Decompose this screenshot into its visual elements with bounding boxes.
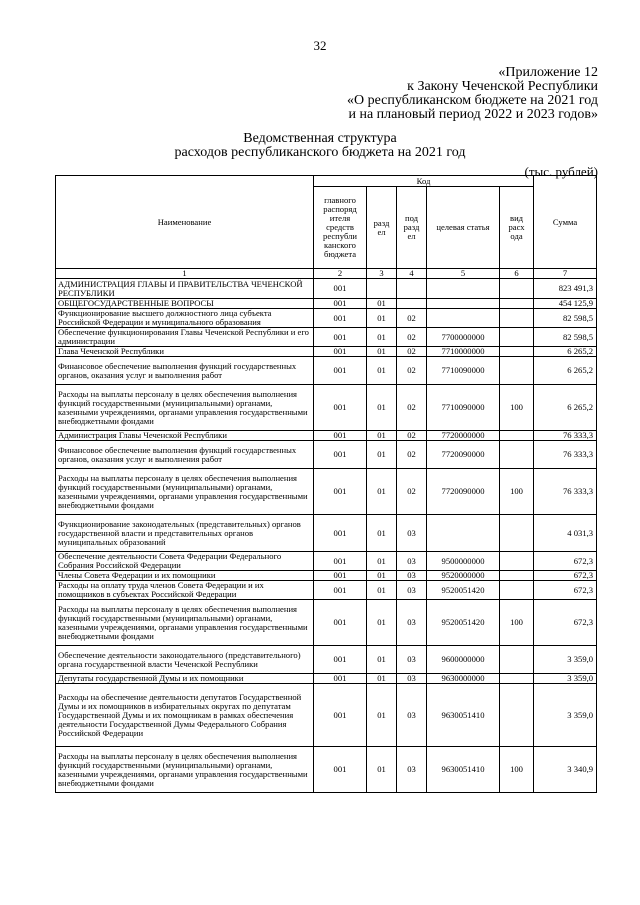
- cell-name: АДМИНИСТРАЦИЯ ГЛАВЫ И ПРАВИТЕЛЬСТВА ЧЕЧЕНСКОЙ РЕСПУБЛИКИ: [56, 279, 314, 299]
- table-row: [56, 347, 597, 357]
- cell-vr: [500, 515, 534, 552]
- cell-rz: 01: [367, 674, 397, 684]
- cell-cs: 9520051420: [427, 581, 500, 600]
- cell-pr: 03: [397, 646, 427, 674]
- cell-name: Глава Чеченской Республики: [56, 347, 314, 357]
- cell-name: Расходы на выплаты персоналу в целях обеспечения выполнения функций государственными (муниципальными) органами, казенными учреждениями, органами управления государственными внебюджетными фондами: [56, 747, 314, 793]
- table-row: [56, 581, 597, 600]
- cell-vr: 100: [500, 469, 534, 515]
- column-number: 4: [397, 269, 427, 279]
- column-number: 1: [56, 269, 314, 279]
- table-row: [56, 299, 597, 309]
- cell-rz: 01: [367, 646, 397, 674]
- table-row: [56, 469, 597, 515]
- cell-rz: 01: [367, 515, 397, 552]
- cell-sum: 6 265,2: [534, 385, 597, 431]
- table-row: [56, 600, 597, 646]
- cell-vr: [500, 571, 534, 581]
- cell-gr: 001: [314, 469, 367, 515]
- cell-pr: 03: [397, 747, 427, 793]
- cell-cs: 9630051410: [427, 684, 500, 747]
- cell-rz: 01: [367, 431, 397, 441]
- cell-sum: 672,3: [534, 571, 597, 581]
- cell-sum: 76 333,3: [534, 431, 597, 441]
- cell-rz: 01: [367, 299, 397, 309]
- cell-rz: 01: [367, 581, 397, 600]
- cell-name: Администрация Главы Чеченской Республики: [56, 431, 314, 441]
- cell-vr: [500, 328, 534, 347]
- cell-sum: 672,3: [534, 581, 597, 600]
- cell-sum: 76 333,3: [534, 441, 597, 469]
- cell-vr: [500, 431, 534, 441]
- cell-cs: 9520051420: [427, 600, 500, 646]
- cell-name: Обеспечение деятельности Совета Федерации Федерального Собрания Российской Федерации: [56, 552, 314, 571]
- cell-sum: 823 491,3: [534, 279, 597, 299]
- table-row: [56, 571, 597, 581]
- cell-vr: 100: [500, 600, 534, 646]
- cell-gr: 001: [314, 581, 367, 600]
- cell-sum: 3 359,0: [534, 646, 597, 674]
- cell-gr: 001: [314, 674, 367, 684]
- appendix-line: «Приложение 12: [498, 65, 598, 80]
- header-code: Код: [314, 176, 534, 187]
- column-number: 2: [314, 269, 367, 279]
- cell-cs: 9500000000: [427, 552, 500, 571]
- cell-sum: 6 265,2: [534, 357, 597, 385]
- column-number: 7: [534, 269, 597, 279]
- cell-rz: 01: [367, 552, 397, 571]
- cell-vr: [500, 646, 534, 674]
- cell-gr: 001: [314, 431, 367, 441]
- cell-cs: [427, 309, 500, 328]
- cell-name: Обеспечение деятельности законодательного (представительного) органа государственной власти Чеченской Республики: [56, 646, 314, 674]
- cell-cs: 9630051410: [427, 747, 500, 793]
- table-body: [56, 279, 597, 793]
- cell-gr: 001: [314, 309, 367, 328]
- header-name: Наименование: [56, 176, 314, 269]
- cell-vr: [500, 299, 534, 309]
- budget-table: [55, 175, 597, 793]
- cell-sum: 3 359,0: [534, 684, 597, 747]
- column-number: 3: [367, 269, 397, 279]
- cell-sum: 76 333,3: [534, 469, 597, 515]
- table-row: [56, 385, 597, 431]
- cell-pr: 03: [397, 581, 427, 600]
- cell-pr: 03: [397, 674, 427, 684]
- cell-gr: 001: [314, 747, 367, 793]
- cell-name: Расходы на оплату труда членов Совета Федерации и их помощников в субъектах Российской Федерации: [56, 581, 314, 600]
- cell-pr: 03: [397, 515, 427, 552]
- cell-vr: [500, 357, 534, 385]
- cell-cs: 7720000000: [427, 431, 500, 441]
- header-pr: под разд ел: [397, 187, 427, 269]
- cell-name: Финансовое обеспечение выполнения функций государственных органов, оказания услуг и выполнения работ: [56, 357, 314, 385]
- cell-name: Расходы на выплаты персоналу в целях обеспечения выполнения функций государственными (муниципальными) органами, казенными учреждениями, органами управления государственными внебюджетными фондами: [56, 385, 314, 431]
- table-row: [56, 674, 597, 684]
- cell-gr: 001: [314, 684, 367, 747]
- cell-vr: 100: [500, 385, 534, 431]
- table-row: [56, 357, 597, 385]
- cell-cs: [427, 515, 500, 552]
- table-row: [56, 684, 597, 747]
- cell-name: Члены Совета Федерации и их помощники: [56, 571, 314, 581]
- cell-sum: 82 598,5: [534, 328, 597, 347]
- cell-pr: 02: [397, 357, 427, 385]
- cell-cs: 7720090000: [427, 441, 500, 469]
- cell-gr: 001: [314, 571, 367, 581]
- cell-vr: [500, 552, 534, 571]
- cell-cs: 7710090000: [427, 357, 500, 385]
- document-title: [0, 132, 640, 160]
- units-label: (тыс. рублей): [524, 164, 598, 179]
- cell-rz: 01: [367, 441, 397, 469]
- title-line: Ведомственная структура: [243, 131, 397, 146]
- header-rz: разд ел: [367, 187, 397, 269]
- table-row: [56, 747, 597, 793]
- cell-rz: 01: [367, 469, 397, 515]
- cell-pr: 02: [397, 328, 427, 347]
- cell-name: Функционирование законодательных (представительных) органов государственной власти и представительных органов муниципальных образований: [56, 515, 314, 552]
- cell-vr: [500, 684, 534, 747]
- cell-gr: 001: [314, 385, 367, 431]
- cell-rz: [367, 279, 397, 299]
- cell-sum: 6 265,2: [534, 347, 597, 357]
- cell-pr: [397, 279, 427, 299]
- table-row: [56, 441, 597, 469]
- appendix-header: [347, 66, 598, 122]
- cell-rz: 01: [367, 747, 397, 793]
- cell-name: Расходы на выплаты персоналу в целях обеспечения выполнения функций государственными (муниципальными) органами, казенными учреждениями, органами управления государственными внебюджетными фондами: [56, 469, 314, 515]
- table-row: [56, 279, 597, 299]
- column-number: 6: [500, 269, 534, 279]
- cell-pr: 03: [397, 600, 427, 646]
- cell-gr: 001: [314, 515, 367, 552]
- table-row: [56, 646, 597, 674]
- cell-sum: 454 125,9: [534, 299, 597, 309]
- cell-rz: 01: [367, 600, 397, 646]
- cell-cs: 7710090000: [427, 385, 500, 431]
- table-row: [56, 309, 597, 328]
- cell-rz: 01: [367, 385, 397, 431]
- cell-gr: 001: [314, 299, 367, 309]
- header-gr: главного распоряд ителя средств республи канского бюджета: [314, 187, 367, 269]
- cell-gr: 001: [314, 600, 367, 646]
- cell-gr: 001: [314, 552, 367, 571]
- appendix-line: к Закону Чеченской Республики: [407, 79, 598, 94]
- cell-name: ОБЩЕГОСУДАРСТВЕННЫЕ ВОПРОСЫ: [56, 299, 314, 309]
- header-cs: целевая статья: [427, 187, 500, 269]
- cell-pr: 02: [397, 385, 427, 431]
- cell-vr: [500, 674, 534, 684]
- cell-pr: 03: [397, 571, 427, 581]
- cell-gr: 001: [314, 347, 367, 357]
- table-row: [56, 328, 597, 347]
- cell-name: Функционирование высшего должностного лица субъекта Российской Федерации и муниципального образования: [56, 309, 314, 328]
- cell-sum: 672,3: [534, 600, 597, 646]
- cell-gr: 001: [314, 357, 367, 385]
- cell-vr: [500, 279, 534, 299]
- cell-gr: 001: [314, 279, 367, 299]
- cell-pr: 03: [397, 684, 427, 747]
- cell-pr: 02: [397, 469, 427, 515]
- cell-pr: 02: [397, 441, 427, 469]
- cell-gr: 001: [314, 646, 367, 674]
- cell-rz: 01: [367, 328, 397, 347]
- cell-cs: 9630000000: [427, 674, 500, 684]
- cell-rz: 01: [367, 684, 397, 747]
- cell-cs: 7700000000: [427, 328, 500, 347]
- cell-vr: [500, 309, 534, 328]
- table-row: [56, 552, 597, 571]
- cell-rz: 01: [367, 571, 397, 581]
- cell-vr: [500, 347, 534, 357]
- cell-pr: 03: [397, 552, 427, 571]
- cell-name: Обеспечение функционирования Главы Чеченской Республики и его администрации: [56, 328, 314, 347]
- cell-cs: 9600000000: [427, 646, 500, 674]
- header-vr: вид расх ода: [500, 187, 534, 269]
- cell-sum: 4 031,3: [534, 515, 597, 552]
- table-row: [56, 515, 597, 552]
- cell-rz: 01: [367, 357, 397, 385]
- header-sum: Сумма: [534, 176, 597, 269]
- cell-cs: 7720090000: [427, 469, 500, 515]
- cell-sum: 672,3: [534, 552, 597, 571]
- cell-cs: [427, 279, 500, 299]
- cell-cs: 9520000000: [427, 571, 500, 581]
- cell-name: Финансовое обеспечение выполнения функций государственных органов, оказания услуг и выполнения работ: [56, 441, 314, 469]
- cell-vr: [500, 441, 534, 469]
- cell-name: Расходы на обеспечение деятельности депутатов Государственной Думы и их помощников в избирательных округах по депутатам Государственной Думы и их помощникам в рамках обеспечения деятельности Государственной Думы Федерального Собрания Российской Федерации: [56, 684, 314, 747]
- cell-rz: 01: [367, 347, 397, 357]
- cell-gr: 001: [314, 328, 367, 347]
- cell-sum: 3 340,9: [534, 747, 597, 793]
- cell-vr: 100: [500, 747, 534, 793]
- cell-name: Депутаты государственной Думы и их помощники: [56, 674, 314, 684]
- cell-cs: 7710000000: [427, 347, 500, 357]
- cell-name: Расходы на выплаты персоналу в целях обеспечения выполнения функций государственными (муниципальными) органами, казенными учреждениями, органами управления государственными внебюджетными фондами: [56, 600, 314, 646]
- cell-vr: [500, 581, 534, 600]
- table-row: [56, 431, 597, 441]
- cell-sum: 82 598,5: [534, 309, 597, 328]
- appendix-line: «О республиканском бюджете на 2021 год: [347, 93, 598, 108]
- cell-cs: [427, 299, 500, 309]
- title-line: расходов республиканского бюджета на 2021 год: [174, 145, 466, 160]
- cell-pr: 02: [397, 309, 427, 328]
- cell-rz: 01: [367, 309, 397, 328]
- cell-pr: 02: [397, 431, 427, 441]
- column-number: 5: [427, 269, 500, 279]
- appendix-line: и на плановый период 2022 и 2023 годов»: [348, 107, 598, 122]
- cell-pr: [397, 299, 427, 309]
- cell-gr: 001: [314, 441, 367, 469]
- page-number: 32: [313, 38, 327, 53]
- cell-sum: 3 359,0: [534, 674, 597, 684]
- cell-pr: 02: [397, 347, 427, 357]
